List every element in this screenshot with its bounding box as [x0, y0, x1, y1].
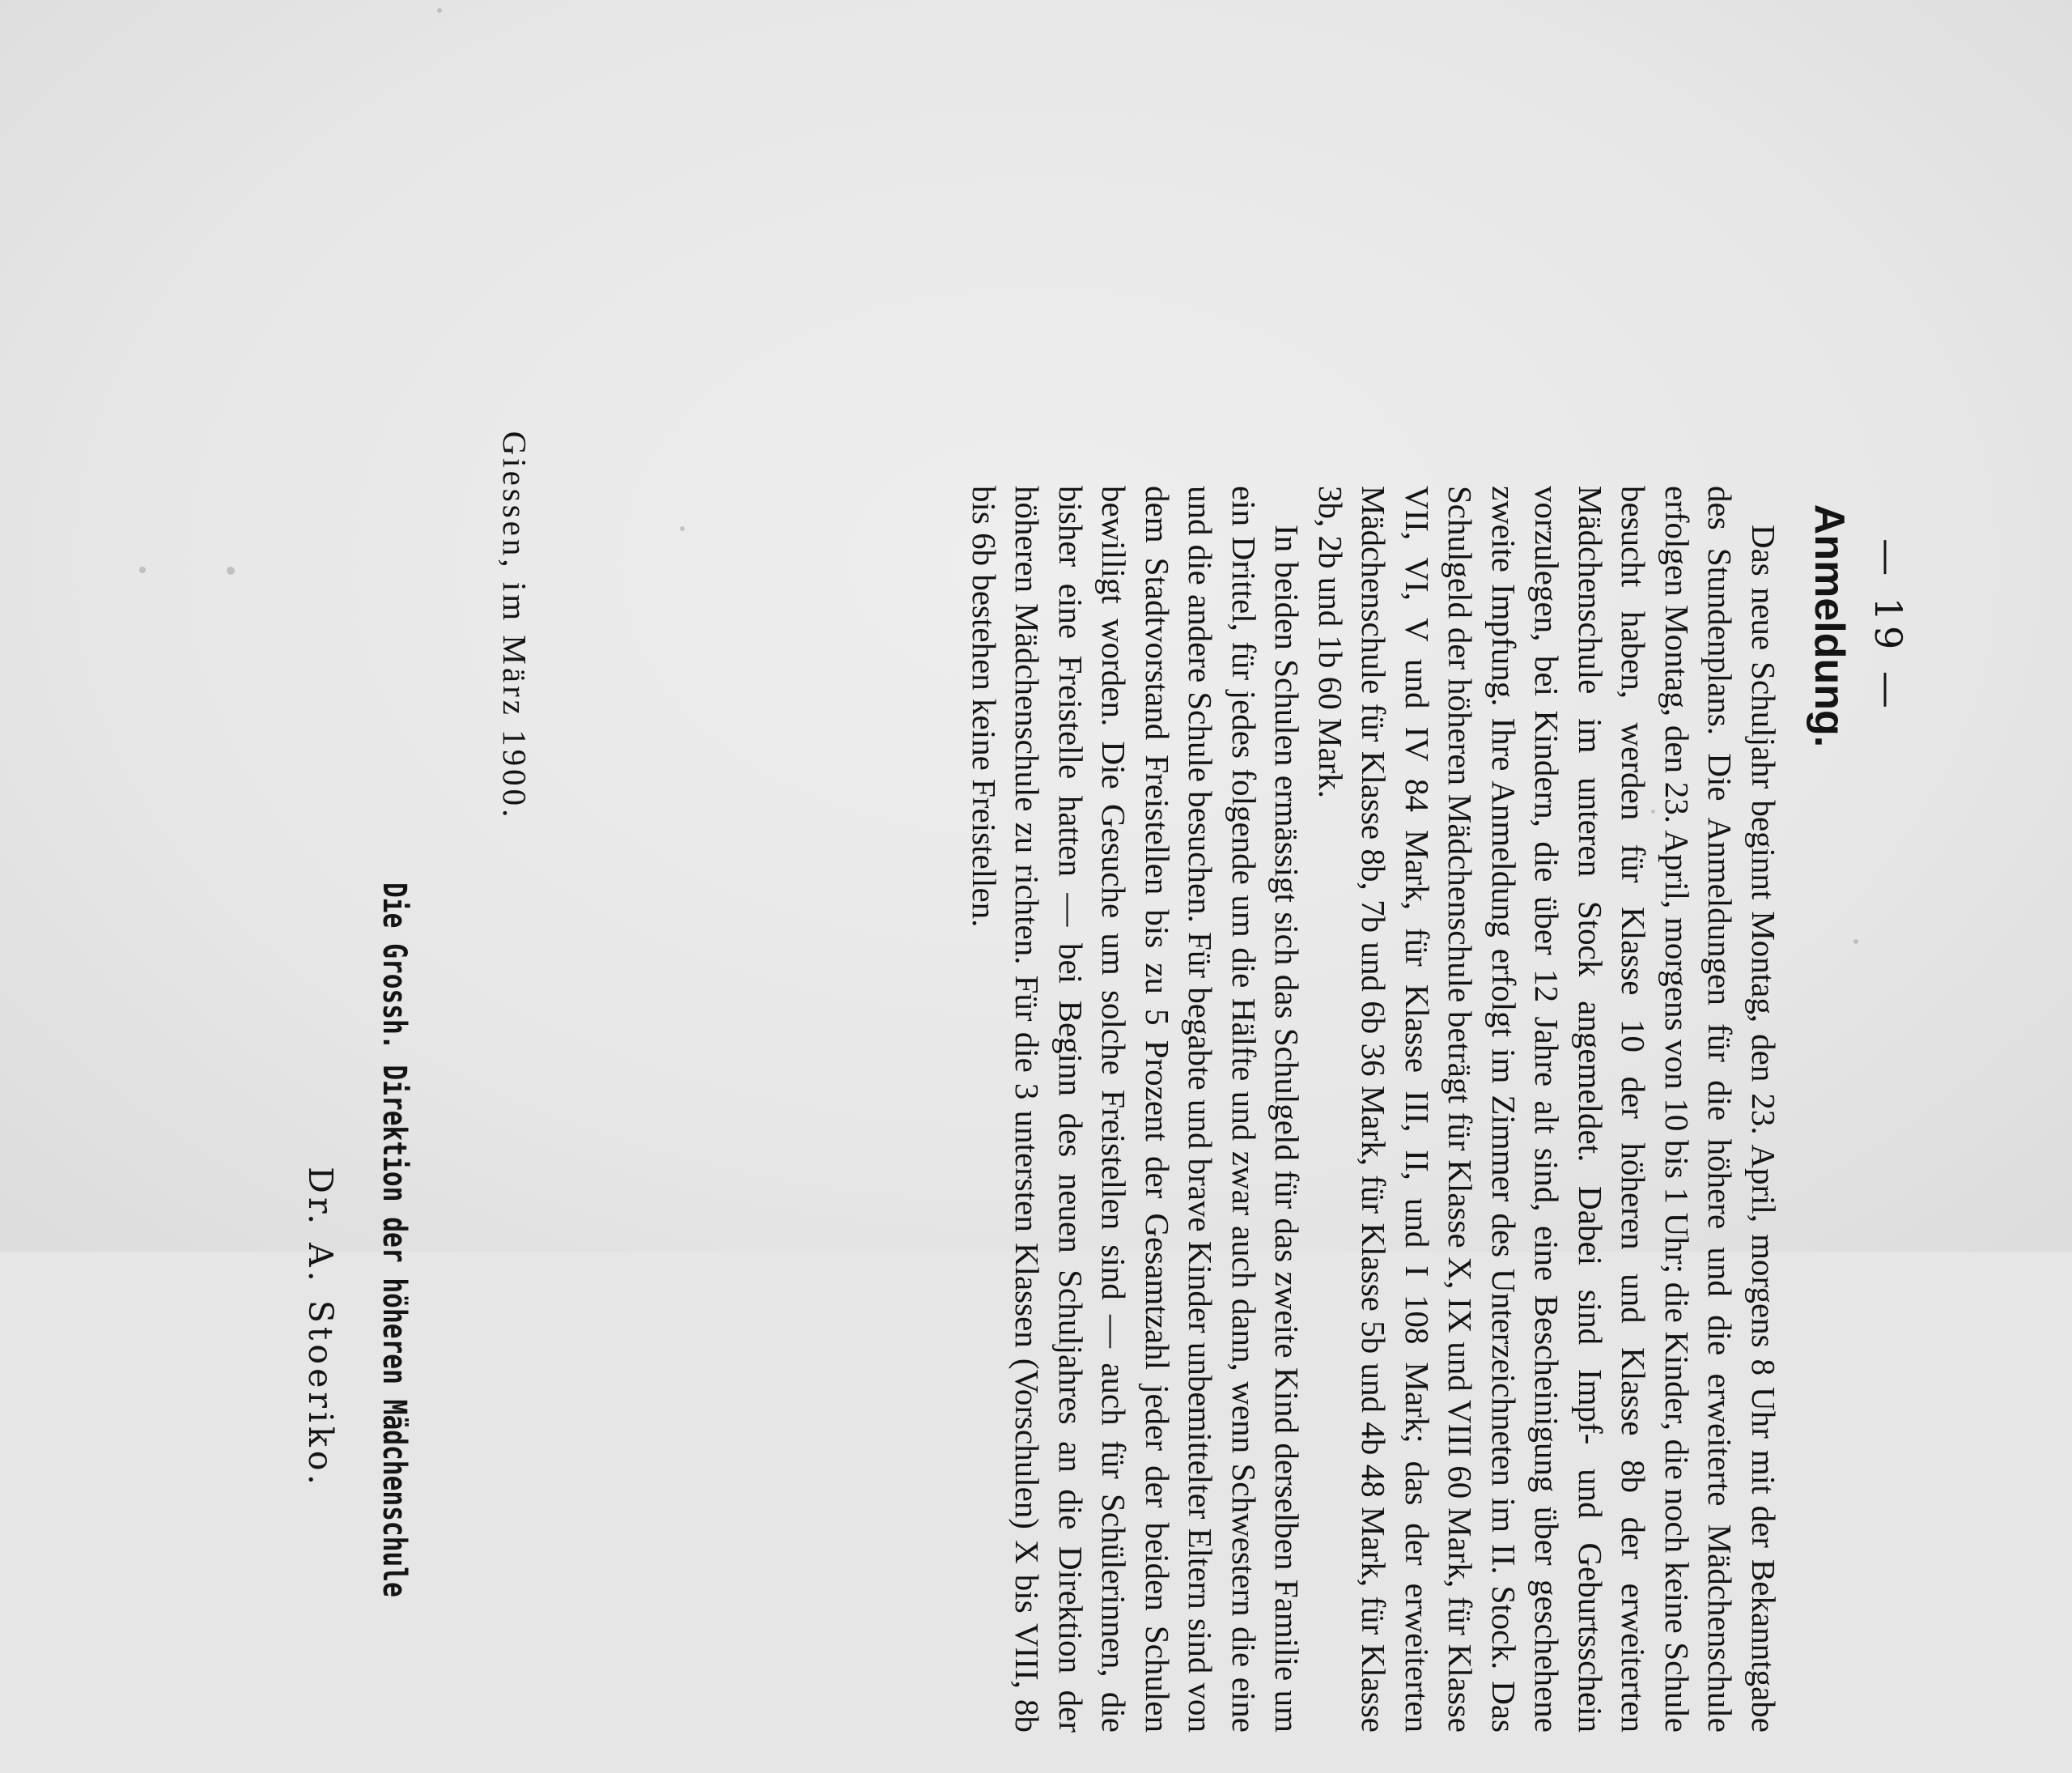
paragraph-registration: Das neue Schuljahr beginnt Montag, den 23. April, morgens 8 Uhr mit der Bekanntgabe des Stundenplans. Die Anmeldungen für die höhere und die erweiterte Mädchenschule erfolgen Montag, den 23. April, morgens von 10 bis 1 Uhr; die Kinder, die noch keine Schule besucht haben, werden für Klasse 10 der höheren und Klasse 8b der erweiterten Mädchenschule im unteren Stock angemeldet. Dabei sind Impf- und Geburtsschein vorzulegen, bei Kindern, die über 12 Jahre alt sind, eine Bescheinigung über geschehene zweite Impfung. Ihre Anmeldung erfolgt im Zimmer des Unterzeichneten im II. Stock. Das Schulgeld der höheren Mädchenschule beträgt für Klasse X, IX und VIII 60 Mark, für Klasse VII, VI, V und IV 84 Mark, für Klasse III, II, und I 108 Mark; das der erweiterten Mädchenschule für Klasse 8b, 7b und 6b 36 Mark, für Klasse 5b und 4b 48 Mark, für Klasse 3b, 2b und 1b 60 Mark. — [1312, 486, 1782, 1733]
page-number: — 19 — — [1866, 538, 1910, 713]
signature-block — [301, 882, 413, 1773]
body-text — [962, 486, 1785, 1733]
date-line: Giessen, im März 1900. — [496, 431, 533, 821]
page-heading: Anmeldung. — [1806, 504, 1853, 748]
signature-name: Dr. A. Stoeriko. — [301, 1167, 340, 1489]
signature-org: Die Grossh. Direktion der höheren Mädchenschule — [376, 882, 413, 1597]
paragraph-fees: In beiden Schulen ermässigt sich das Schulgeld für das zweite Kind derselben Familie um ein Drittel, für jedes folgende um die Hälfte und zwar auch dann, wenn Schwestern die eine und die andere Schule besuchen. Für begabte und brave Kinder unbemittelter Eltern sind von dem Stadtvorstand Freistellen bis zu 5 Prozent der Gesamtzahl jeder der beiden Schulen bewilligt worden. Die Gesuche um solche Freistellen sind — auch für Schülerinnen, die bisher eine Freistelle hatten — bei Beginn des neuen Schuljahres an die Direktion der höheren Mädchenschule zu richten. Für die 3 untersten Klassen (Vorschulen) X bis VIII, 8b bis 6b bestehen keine Freistellen. — [966, 486, 1306, 1733]
